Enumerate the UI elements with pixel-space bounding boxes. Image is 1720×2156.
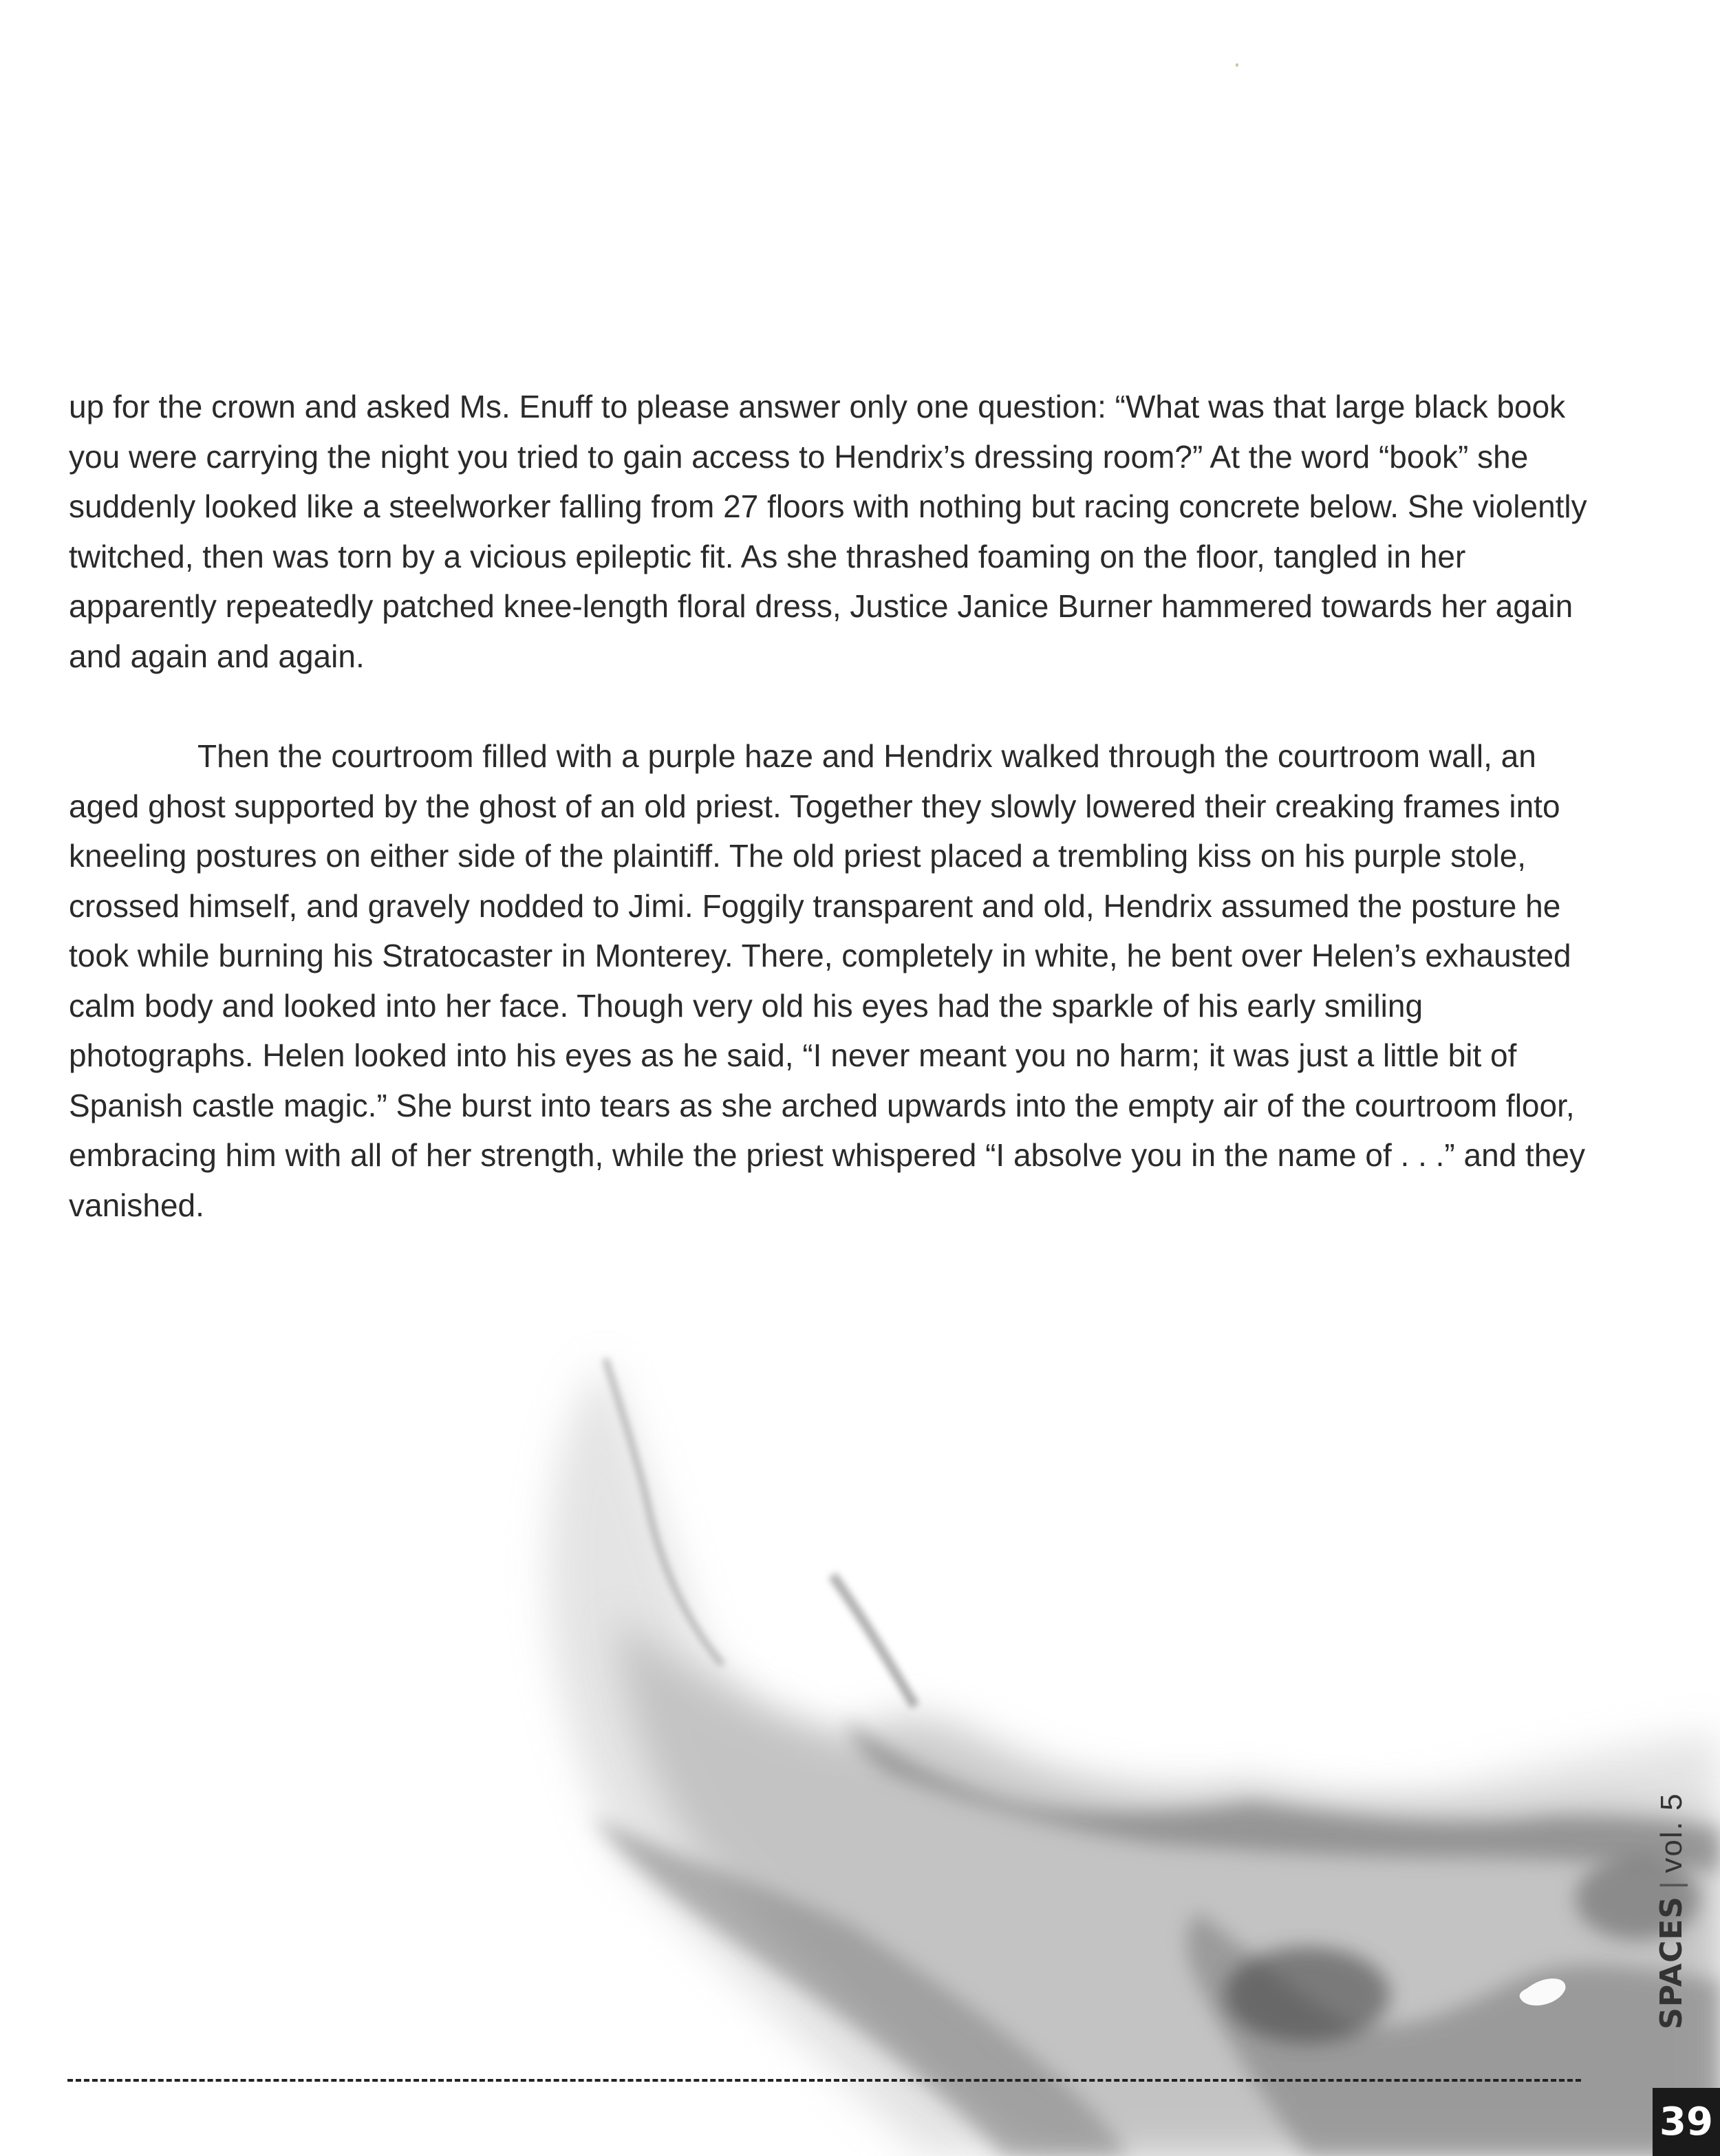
journal-name: SPACES [1654,1896,1689,2029]
footer-dashed-rule [67,2079,1581,2082]
body-paragraph-1 [69,382,1603,681]
running-head-separator: | [1655,1879,1688,1889]
body-paragraph-2 [69,731,1603,1230]
volume-label: vol. 5 [1655,1792,1688,1873]
page-number-tab [1653,2088,1720,2156]
paragraph-text: up for the crown and asked Ms. Enuff to please answer only one question: “What was that large black book you were carrying the night you tried to gain access to Hendrix’s dressing room?” At the word “book” she suddenly looked like a steelworker falling from 27 floors with nothing but racing concrete below. She violently twitched, then was torn by a vicious epileptic fit. As she thrashed foaming on the floor, tangled in her apparently repeatedly patched knee-length floral dress, Justice Janice Burner hammered towards her again and again and again. [69,389,1587,674]
page-number: 39 [1659,2100,1713,2144]
paragraph-text: Then the courtroom filled with a purple haze and Hendrix walked through the courtroom wall, an aged ghost supported by the ghost of an old priest. Together they slowly lowered their creaking frames into kneeling postures on either side of the plaintiff. The old priest placed a trembling kiss on his purple stole, crossed himself, and gravely nodded to Jimi. Foggily transparent and old, Hendrix assumed the posture he took while burning his Stratocaster in Monterey. There, completely in white, he bent over Helen’s exhausted calm body and looked into her face. Though very old his eyes had the sparkle of his early smiling photographs. Helen looked into his eyes as he said, “I never meant you no harm; it was just a little bit of Spanish castle magic.” She burst into tears as she arched upwards into the empty air of the courtroom floor, embracing him with all of her strength, while the priest whispered “I absolve you in the name of . . .” and they vanished. [69,738,1586,1223]
running-head [1654,1792,1689,2029]
